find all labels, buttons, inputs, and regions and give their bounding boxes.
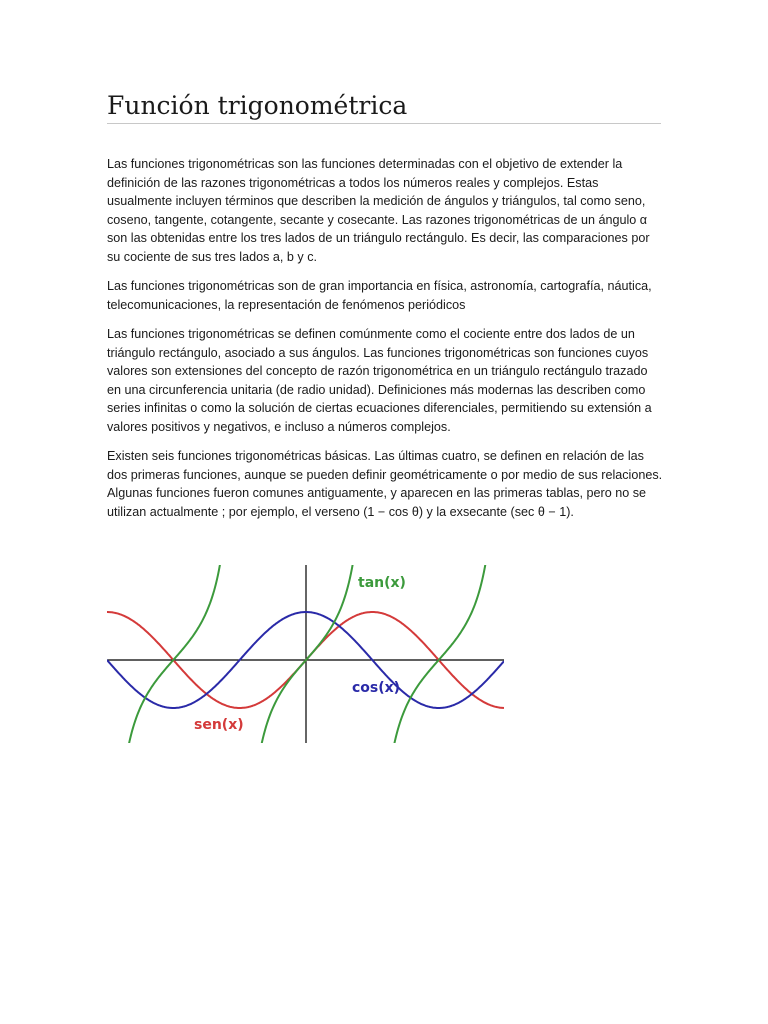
article-body [107,155,663,532]
chart-svg [107,565,504,743]
paragraph-1: Las funciones trigonométricas son las funciones determinadas con el objetivo de extender la definición de las razones trigonométricas a todos los números reales y complejos. Estas usualmente incluyen términos que describen la medición de ángulos y triángulos, tal como seno, coseno, tangente, cotangente, secante y cosecante. Las razones trigonométricas de un ángulo α son las obtenidas entre los tres lados de un triángulo rectángulo. Es decir, las comparaciones por su cociente de sus tres lados a, b y c. [107,157,650,264]
label-cos: cos(x) [352,680,401,696]
label-sen: sen(x) [194,717,244,733]
title-underline [107,123,661,124]
trig-functions-chart [107,565,504,743]
paragraph-4: Existen seis funciones trigonométricas básicas. Las últimas cuatro, se definen en relación de las dos primeras funciones, aunque se pueden definir geométricamente o por medio de sus relaciones. Algunas funciones fueron comunes antiguamente, y aparecen en las primeras tablas, pero no se utilizan actualmente ; por ejemplo, el verseno (1 − cos θ) y la exsecante (sec θ − 1). [107,449,663,519]
paragraph-3: Las funciones trigonométricas se definen comúnmente como el cociente entre dos lados de un triángulo rectángulo, asociado a sus ángulos. Las funciones trigonométricas son funciones cuyos valores son extensiones del concepto de razón trigonométrica en un triángulo rectángulo trazado en una circunferencia unitaria (de radio unidad). Definiciones más modernas las describen como series infinitas o como la solución de ciertas ecuaciones diferenciales, permitiendo su extensión a valores positivos y negativos, e incluso a números complejos. [107,327,652,434]
paragraph-2: Las funciones trigonométricas son de gran importancia en física, astronomía, cartografía, náutica, telecomunicaciones, la representación de fenómenos periódicos [107,279,652,312]
label-tan: tan(x) [358,575,406,591]
page-title: Función trigonométrica [107,91,408,120]
